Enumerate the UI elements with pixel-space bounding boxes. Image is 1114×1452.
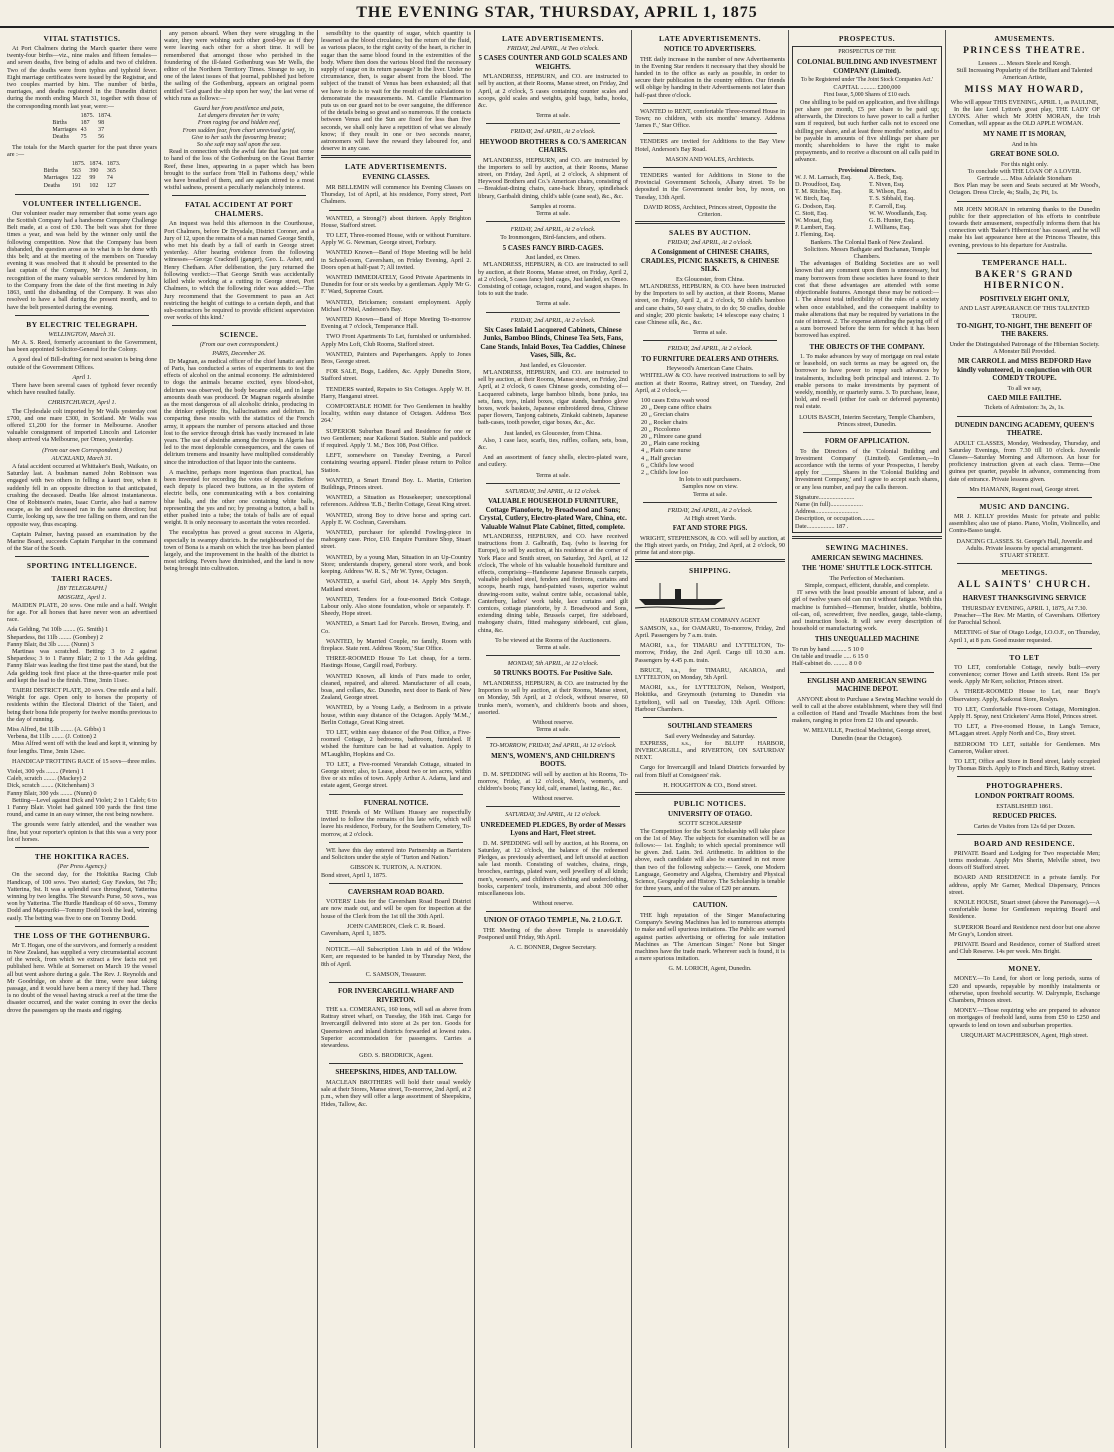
ad-text: M'LANDRESS, HEPBURN, and CO. are instructed to sell by auction, at their Rooms, Manse street, on Friday, 2nd April, at 2 o'clock, 6 cases Chinese goods, consisting of—Lacquered cabinets, large bamboo blinds, bone junks, tea sets, fans, toys, inlaid boxes, cigar stands, bamboo glove boxes, work baskets, Japanese embroidered dress, Chinese paper flowers, Tanjong cabinets, Zinkaki cabinets, Japanese bath-cases, tooth powder, cigar boxes, &c., &c. [478,368,628,427]
classified-ad: WANTED, by Married Couple, no family, Room with fireplace. State rent. Address 'Room,' Star Office. [321,637,471,652]
sale-date: MONDAY, 5th APRIL, At 12 o'clock. [507,660,599,668]
late-ads-heading: LATE ADVERTISEMENTS. [344,162,447,172]
classified-ad: PRIVATE Board and Lodging for Two respectable Men; terms moderate. Apply Mrs Sherin, Melville street, two doors off Stafford street. [949,849,1100,872]
ad-subtitle: Just landed, ex Omeo. [525,254,581,262]
ad-text: SAMSON, s.s., for OAMARU, To-morrow, Friday, 2nd April. Passengers by 7 a.m. train. [635,624,785,639]
race-result: Verbena, 8st 11lb ........ (J. Cotton) 2 [7,733,97,741]
classified-ad: TO LET, comfortable Cottage, newly built—every convenience; corner Howe and Leith streets. Rent 15s per week. Apply Mr Kerr, solicitor, Princes street. [949,663,1100,686]
fatal-accident-heading: FATAL ACCIDENT AT PORT CHALMERS. [185,200,293,219]
performer-name: MISS MAY HOWARD, [964,84,1085,95]
classified-ad: KNOLE HOUSE, Stuart street (above the Parsonage).—A comfortable home for Gentlemen requiring Board and Residence. [949,899,1100,921]
signature: W. MELVILLE, Practical Machinist, George street, Dunedin (near the Octagon). [803,727,931,742]
dateline: AUCKLAND, March 31. [51,454,113,462]
ad-text: WE have this day entered into Partnership as Barristers and Solicitors under the style of 'Turton and Nation.' [321,846,471,862]
ad-text: THE s.s. COMERANG, 160 tons, will sail as above from Rattray street wharf, on Tuesday, the 16th inst. Cargo for Invercargill delivered into store at 2s per ton. Goods for Queenstown and inland districts forwarded at lowest rates. Superior accommodation for passengers. Carries a stewardess. [321,1006,471,1050]
ad-text: 1. To make advances by way of mortgage on real estate or leasehold, on such terms as may be agreed on, the borrower to have power to repay such advances by instalments, including both principal and interest. 2. To enable persons to make investments by payment of weekly, monthly, or quarterly sums. 3. To purchase, lease, hold, and re-sell (either for cash or deferred payments) real estate. [795,353,939,411]
classified-ad: PRIVATE Board and Residence, corner of Stafford street and Club Reserve. 14s per week. Mrs Bright. [949,941,1100,956]
ad-title: UNION OF OTAGO TEMPLE, No. 2 I.O.G.T. [483,916,623,925]
ad-text: WRIGHT, STEPHENSON, & CO. will sell by auction, at the High street yards, on Friday, 2nd April, at 2 o'clock, 90 prime fat and store pigs. [635,534,785,557]
music-heading: MUSIC AND DANCING. [979,502,1070,511]
temperance-heading: TEMPERANCE HALL. [981,257,1068,267]
form-field[interactable]: Address............................ [795,508,859,516]
terms: Terms at sale. [692,490,728,498]
race-result: Shepardess, 8st 11lb ........ (Gombey) 2 [7,633,104,641]
sale-date: FRIDAY, 2nd APRIL, At 2 o'clock. [510,128,596,136]
ad-title: FAT AND STORE PIGS. [672,524,748,533]
samples: Samples at rooms. [530,202,576,210]
ad-subtitle: Sail every Wednesday and Saturday. [665,732,755,740]
classified-ad: WANTED Known—Band of Hope Meeting To-morrow Evening at 7 o'clock, Temperance Hall. [321,316,471,331]
capital: CAPITAL .......... £200,000 [833,84,901,92]
race-result: Ada Gelding, 7st 10lb ........ (G. Smith) 1 [7,626,109,634]
article-text: sensibility to the quantity of sugar, which quantity is lessened as the blood circulates; but the return of the fluid, as various places, to the right cavity of the heart, is richer in sugar than the same blood found in the extremities of the body. Where then does the various blood find the necessary supply of sugar on its return passage? In the liver. Under no circumstance, then, is sugar absent from the blood. The subject of the transit of Venus has been exhausted; all that we have to do is to wait for the result of the calculations to demonstrate the measurements. M. Camille Flammarion puts us on our guard not to be over sanguine, the difference of the details being so great and so numerous. If the contacts between Venus and the Sun are fixed for less than five seconds, we shall only have a repetition of what we already know; if they result in one or two seconds nearer, astronomers will have the reward they laboured for, and deserve in any case. [321,30,471,153]
signature: A. C. BONNER, Degree Secretary. [509,944,597,952]
ad-text: To the Directors of the 'Colonial Building and Investment Company' (Limited). Gentlemen,—In accordance with the terms of your Prospectus, I hereby apply for ______ Shares in the 'Colonial Building and Investment Company,' and I agree to accept such shares, or any less number, and pay the calls thereon. [795,447,939,491]
classified-ad: FOR SALE, Bugs, Ladders, &c. Apply Dunedin Store, Stafford street. [321,368,471,383]
signature: G. M. LORICH, Agent, Dunedin. [668,965,752,973]
ad-title: TO FURNITURE DEALERS AND OTHERS. [641,354,779,363]
board-heading: BOARD AND RESIDENCE. [974,838,1075,848]
price-row: On table and treadle ..... 6 15 0 [792,653,869,661]
newspaper-title: THE EVENING STAR, THURSDAY, APRIL 1, 1875 [356,4,758,21]
classified-ad: A THREE-ROOMED House to Let, near Bray's Observatory. Apply, Kaikorai Store, Roslyn. [949,688,1100,703]
money-heading: MONEY. [1008,964,1041,974]
chair-list: 100 cases Extra wash wood 20 ,, Deep cane office chairs 20 ,, Grecian chairs 20 ,, Rocker chairs 20 ,, Piccolomo 20 ,, Filmore cane grand 20 ,, Plain cane rocking 4 ,, Plain cane nurse 4 ,, Half grecian 6 ,, Child's low wood 2 ,, Child's low loo [641,397,712,477]
terms: Terms at sale. [535,644,571,652]
science-heading: SCIENCE. [219,330,259,340]
ad-title: THE 'HOME' SHUTTLE LOCK-STITCH. [801,564,933,573]
byline: [BY TELEGRAPH.] [57,585,107,593]
sale-date: FRIDAY, 2nd APRIL, At 2 o'clock. [667,345,753,353]
signature: DAVID ROSS, Architect, Princes street, Opposite the Criterion. [643,203,777,218]
theatre-name: PRINCESS THEATRE. [963,46,1086,56]
ad-text: M'LANDRESS, HEPBURN, and CO. are instructed by the importers to sell by auction, at their Rooms, Manse street, on Friday, 2nd April, at 2 o'clock, A shipment of Heywood Brothers and Co.'s American chairs, consisting of—Breakfast-dining chairs, cane-back library, spindleback library, Garibaldi dining, child's table (cane seat), &c., &c. [478,156,628,200]
masthead [0,0,1114,28]
classified-ad: TENDERS wanted for Additions in Stone to the Provincial Government Schools, Albany street. To be deposited in the Government tender box, by noon, on Tuesday, 13th April. [635,171,785,201]
classified-ad: WANTED, a Smart Lad for Parcels. Brown, Ewing, and Co. [321,620,471,635]
ad-title: THIS UNEQUALLED MACHINE [814,635,920,644]
sale-date: FRIDAY, 2nd APRIL, At 2 o'clock. [667,506,753,514]
columns [4,30,1110,1448]
article-text: A good deal of Bill-drafting for next session is being done outside of the Government Offices. [7,356,157,371]
column-2 [161,30,318,1448]
ad-text: The advantages of Building Societies are so well known that any comment upon them is unnecessary, but many borrowers from these societies have found to their cost that these advantages are attended with some objectionable features. Amongst these may be noticed:— 1. The almost total inflexibility of the rules of a society when once established, and the consequent inability to make alterations that may be required by variations in the rate of interest. 2. The expense attending the paying off of a sum borrowed before the term for which it has been borrowed has expired. [795,260,939,340]
ad-title: DUNEDIN DANCING ACADEMY, QUEEN'S THEATRE. [954,420,1095,438]
ad-subtitle: SCOTT SCHOLARSHIP [678,820,742,828]
article-text: Miss Alfred went off with the lead and kept it, winning by four lengths. Time, 3min 12sec. [7,740,157,755]
article-text: any person aboard. When they were struggling in the water, they were wishing such other good-bye as if they were leaving each other for a short time. It will be remembered that amongst those who perished in the foundering of the ill-fated Gothenburg was Mr Wells, the editor of the Northern Territory Times. Strange to say, in one of the latest issues of that journal, published just before the sailing of the Gothenburg, appears an original poem entitled 'God guard the ship upon her way,' the last verse of which runs as follows:— [164,30,314,102]
telegraph-heading: BY ELECTRIC TELEGRAPH. [26,319,138,329]
classified-ad: TENDERS are invited for Additions to the Bay View Hotel, Anderson's Bay Road. [635,138,785,153]
classified-ad: WANTED, by a Young Lady, a Bedroom in a private house, within easy distance of the Octagon. Apply 'M.M.,' Berlin Cottage, Great King street. [321,704,471,726]
dateline: April 1. [72,373,92,381]
ad-subtitle: In lots to suit purchasers. [678,476,742,484]
volunteer-heading: VOLUNTEER INTELLIGENCE. [22,198,142,208]
company-name: COLONIAL BUILDING AND INVESTMENT COMPANY (Limited). [796,58,938,75]
classified-ad: TENDERS wanted, Repairs to Six Cottages. Apply W. H. Harry, Hanganui street. [321,385,471,400]
race-result: Fanny Blair, 300 yds ........ (Nunn) 0 [7,789,97,797]
column-5 [632,30,789,1448]
race-result: Dick, scratch ........ (Kitchenham) 3 [7,782,95,790]
ad-title: A Consignment of CHINESE CHAIRS, CRADLES, PICNIC BASKETS, & CHINESE SILK. [640,248,780,274]
ad-text: Preacher—The Rev. Mr Martin, of Caversham. Offertory for Parochial School. [949,611,1100,627]
ad-title: EVENING CLASSES. [362,173,430,182]
ad-text: The Competition for the Scott Scholarship will take place on the 1st of May. The subjects for examination will be as follows:— 1st. English; to which special prominence will be given. 2nd. Latin. 3rd. Arithmetic. In addition to the above, each candidate will also be examined in not more than two of the following subjects:— Greek, one Modern Language, Geometry and Algebra, Chemistry and Physical Science, Geography and History. The Scholarship is tenable for three years, and of the value of £20 per annum. [635,827,785,893]
ad-text: THE high reputation of the Singer Manufacturing Company's Sewing Machines has led to numerous attempts to make and sell spurious imitations. The Public are warned against parties advertising or offering for sale imitation Machines as 'The American Singer.' None but Singer machines have the trade mark. Wherever such is found, it is a mere spurious imitation. [635,911,785,963]
sale-date: TO-MORROW, FRIDAY, 2nd APRIL, At 12 o'clock. [489,742,617,750]
ad-title: CAVERSHAM ROAD BOARD. [347,887,445,896]
sale-date: SATURDAY, 3rd APRIL, At 12 o'clock. [505,487,601,495]
meetings-heading: MEETINGS. [1001,568,1048,578]
byline: (Per Press Agency.) [57,863,107,871]
classified-ad: COMFORTABLE HOME for Two Gentlemen in healthy locality, within easy distance of Octagon. Address 'Box 264.' [321,403,471,425]
classified-ad: TO LET, a Five-roomed Verandah Cottage, situated in George street; also, to Lease, about two or ten acres, within five or six miles of town. Apply Arthur A. Adams, land and estate agent, George street. [321,760,471,790]
signature: JOHN CAMERON, Clerk C. R. Board. [347,922,445,930]
ad-text: D. M. SPEDDING will sell by auction at his Rooms, To-morrow, Friday, at 12 o'clock, Men's, women's, and children's boots; Fancy kid, calf, enamel, lasting, &c., &c. [478,770,628,793]
article-text: On the second day, for the Hokitika Racing Club Handicap, of 100 sovs. Two started; Guy Fawkes, 9st 7lb; Yatterina, 9st. It was a splendid race throughout, Yatterina winning by two lengths. The Steward's Purse, 50 sovs., was won by Yatterina. The Hurdle Handicap of 60 sovs., Tommy Dodd and Mapouriki—Tommy Dodd took the lead, winning easily. The betting was five to one on Tommy Dodd. [7,871,157,922]
ad-title: UNREDEEMED PLEDGES, By order of Messrs Lyons and Hart, Fleet street. [480,820,626,838]
ad-subtitle: To Ironmongers, Bird-fanciers, and others. [500,234,606,242]
totals-text: The totals for the March quarter for the past three years are :— [7,143,157,158]
stats-table-1: 1875. 1874. Births 187 98 Marriages 43 37 Deaths 75 56 [52,112,112,141]
ad-text: ANYONE about to Purchase a Sewing Machine would do well to call at the above establishment, where they will find a collection of Hand and Treadle Machines from the best makers, ranging in price from £2 10s and upwards. [792,695,942,725]
ad-title: THE OBJECTS OF THE COMPANY. [809,342,925,351]
ad-subtitle: Samples now on view. [682,483,738,491]
classified-ad: SUPERIOR Board and Residence next door but one above Mr Gray's, London street. [949,923,1100,938]
sale-date: FRIDAY, 2nd APRIL, At 2 o'clock. [510,316,596,324]
race-result: Fanny Blair, 8st 3lb ........ (Nunn) 3 [7,640,94,648]
classified-ad: THREE-ROOMED House To Let cheap, for a term. Hastings House, Cargill road, Forbury. [321,655,471,670]
late-ads-heading: LATE ADVERTISEMENTS. [501,34,604,43]
ad-subtitle: Just landed, ex Gloucester, from China. [504,429,602,437]
ad-title: AMERICAN SEWING MACHINES. [811,553,923,562]
classified-ad: MONEY.—To Lend, for short or long periods, sums of £20 and upwards, repayable by monthly instalments or otherwise, upon freehold security. W. Dalrymple, Exchange Chambers, Princes street. [949,975,1100,1005]
vital-statistics-text: At Port Chalmers during the March quarter there were twenty-four births—viz., nine males and fifteen females—and seven deaths, five being of adults and two of children. Two of the deaths were from typhus and typhoid fever. Eight marriage certificates were issued by the Registrar, and two couples married by him. The number of births, marriages, and deaths registered in the Dunedin district during the month ending March 31, together with those of the corresponding month last year, were:— [7,45,157,110]
column-7: AMUSEMENTS. PRINCESS THEATRE. Lessees .... Messrs Steele and Keogh. Still Increasing Popularity of the Brilliant and Talented American Artiste, MISS MAY HOWARD, Who will appear THIS EVENING, APRIL 1, as PAULINE, In the late Lord Lytton's great play, THE LADY OF LYONS. After which Mr JOHN MORAN, the Irish Comedian, will appear as the OLD APPLE WOMAN. MY NAME IT IS MORAN, And in his GREAT BONE SOLO. For this night only. To conclude with THE LOAN OF A LOVER. Gertrude ..... Miss Adelaide Stoneham Box Plan may be seen and Seats secured at Mr Wood's, Octagon. Dress Circle, 4s; Stalls, 2s; Pit, 1s. MR JOHN MORAN in returning thanks to the Dunedin public for their appreciation of his efforts to contribute towards their amusement, respectfully informs them that his connection with 'Baker's Hibernicon' has ceased, and he will make his last appearance here at the Princess Theatre, this evening, previous to his departure for Australia. TEMPERANCE HALL. BAKER'S GRAND HIBERNICON. POSITIVELY EIGHT ONLY, AND LAST APPEARANCE OF THIS TALENTED TROUPE. TO-NIGHT, TO-NIGHT, THE BENEFIT OF THE BAKERS. Under the Distinguished Patronage of the Hibernian Society. A Monster Bill Provided. MR CARROLL and MISS BEDFORD Have kindly volunteered, in conjunction with OUR COMEDY TROUPE. To all we say, CAED MILE FAILTHE. Tickets of Admission: 3s, 2s, 1s. DUNEDIN DANCING ACADEMY, QUEEN'S THEATRE. ADULT CLASSES, Monday, Wednesday, Thursday, and Saturday Evenings, from 7.30 till 10 o'clock. Juvenile Classes—Saturday Morning and Afternoon. An hour for proficiency instruction given at each class. Terms—One guinea per quarter, payable in advance, commencing from date of entrance. Private lessons given. Mrs HAMANN, Regent road, George street. MUSIC AND DANCING. MR J. KELLY provides Music for private and public assemblies; also use of piano. Piano, Violin, Violincello, and Contra-Basso taught. DANCING CLASSES. St. George's Hall, Juvenile and Adults. Private lessons by special arrangement. STUART STREET. MEETINGS. ALL SAINTS' CHURCH. HARVEST THANKSGIVING SERVICE THURSDAY EVENING, APRIL 1, 1875, At 7.30. Preacher—The Rev. Mr Martin, of Caversham. Offertory for Parochial School. MEETING of Star of Otago Lodge, I.O.O.F., on Thursday, April 1, at 8 p.m. Good muster requested. TO LET TO LET, comfortable Cottage, newly built—every convenience; corner Howe and Leith streets. Rent 15s per week. Apply Mr Kerr, solicitor, Princes street. A THREE-ROOMED House to Let, near Bray's Observatory. Apply, Kaikorai Store, Roslyn. TO LET, Comfortable Five-room Cottage, Mornington. Apply H. Spray, next Cricketers' Arms Hotel, Princes street. TO LET, a Five-roomed House, in Lang's Terrace, M'Laggan street. Apply North and Co., Bray street. BEDROOM TO LET, suitable for Gentlemen. Mrs Cameron, Walker street. TO LET, Office and Store in Bond street, lately occupied by Thomas Birch. Apply to Finch and Birch, Rattray street. PHOTOGRAPHERS. LONDON PORTRAIT ROOMS. ESTABLISHED 1861. REDUCED PRICES. Cartes de Visites from 12s 6d per Dozen. BOARD AND RESIDENCE. PRIVATE Board and Lodging for Two respectable Men; terms moderate. Apply Mrs Sherin, Melville street, two doors off Stafford street. BOARD AND RESIDENCE in a private family. For address, apply Mr Garner, Medical Dispensary, Princes street. KNOLE HOUSE, Stuart street (above the Parsonage).—A comfortable home for Gentlemen requiring Board and Residence. SUPERIOR Board and Residence next door but one above Mr Gray's, London street. PRIVATE Board and Residence, corner of Stafford street and Club Reserve. 14s per week. Mrs Bright. MONEY. MONEY.—To Lend, for short or long periods, sums of £20 and upwards, repayable by monthly instalments or otherwise, upon freehold security. W. Dalrymple, Exchange Chambers, Princes street. MONEY.—Those requiring who are prepared to advance on mortgages of freehold land, sums from £50 to £250 and upwards to lend on town and suburban properties. URQUHART MACPHERSON, Agent, High street. [949,34,1100,1039]
byline: (From our own correspondent.) [199,341,279,349]
ad-text: MAORI, s.s., for TIMARU and LYTTELTON, To-morrow, Friday, the 2nd April. Cargo till 10.30 a.m. Passengers by 4.45 p.m. train. [635,642,785,664]
classified-ad: TO LET, Three-roomed House, with or without Furniture. Apply W. G. Newman, George street, Forbury. [321,231,471,247]
article-text: The Clydesdale colt imported by Mr Walls yesterday cost £700, and one mare £300, in Scotland. Mr Walls was offered £1,200 for the former in Melbourne. Another valuable consignment of imported Lincoln and Leicester sheep arrived via Melbourne, per Omeo, yesterday. [7,407,157,444]
vital-statistics-heading: VITAL STATISTICS. [43,34,121,43]
ad-subtitle: Ex Gloucester, from China. [676,275,744,283]
article-text: Captain Palmer, having passed an examination by the Marine Board, succeeds Captain Farquhar in the command of the Star of the South. [7,530,157,553]
signature: GEO. S. BRODRICK, Agent. [359,1052,433,1060]
prospectus-box: PROSPECTUS OF THE COLONIAL BUILDING AND INVESTMENT COMPANY (Limited). To be Registered under 'The Joint Stock Companies Act.' CAPITAL .......... £200,000 First Issue, 5,000 Shares of £10 each. One shilling to be paid on application, and five shillings per share per month, £5 per share to be paid up; afterwards, the Directors to have power to call a further sum if required, but such further calls not to exceed one shilling per share, and at least three months' notice, and to be payable in amounts of five shillings per share per month; shareholders to have the right to make prepayments, and to receive a discount on all calls paid in advance. Provisional Directors. W. J. M. Larnach, Esq. D. Proudfoot, Esq. T. M. Ritchie, Esq. W. Birch, Esq. G. Dodson, Esq. C. Stott, Esq. W. Mouat, Esq. P. Lambert, Esq. J. Fleming, Esq. A. Beck, Esq. T. Niven, Esq. R. Wilson, Esq. T. S. Sibbald, Esq. F. Carroll, Esq. W. W. Woodlands, Esq. G. B. Hunter, Esq. J. Williams, Esq. Bankers. The Colonial Bank of New Zealand. Solicitors. Messrs Bathgate and Buchanan, Temple Chambers. The advantages of Building Societies are so well known that any comment upon them is unnecessary, but many borrowers from these societies have found to their cost that these advantages are attended with some objectionable features. Amongst these may be noticed:— 1. The almost total inflexibility of the rules of a society when once established, and the consequent inability to make alterations that may be required by variations in the rate of interest. 2. The expense attending the paying off of a sum borrowed before the term for which it has been borrowed has expired. THE OBJECTS OF THE COMPANY. 1. To make advances by way of mortgage on real estate or leasehold, on such terms as may be agreed on, the borrower to have power to repay such advances by instalments, including both principal and interest. 2. To enable persons to make investments by payment of weekly, monthly, or quarterly sums. 3. To purchase, lease, hold, and re-sell (either for cash or deferred payments) real estate. LOUIS BASCH, Interim Secretary, Temple Chambers, Princes street, Dunedin. FORM OF APPLICATION. To the Directors of the 'Colonial Building and Investment Company' (Limited). Gentlemen,—In accordance with the terms of your Prospectus, I hereby apply for ______ Shares in the 'Colonial Building and Investment Company,' and I agree to accept such shares, or any less number, and pay the calls thereon. Signature....................... Name (in full)..................... Address............................ Description, or occupation......... Date.................. 187 . [792,46,942,533]
classified-ad: WANTED, a Situation as Housekeeper; unexceptional references. Address 'E.B.,' Berlin Cottage, Great King street. [321,494,471,509]
directors-list: W. J. M. Larnach, Esq. D. Proudfoot, Esq. T. M. Ritchie, Esq. W. Birch, Esq. G. Dodson, Esq. C. Stott, Esq. W. Mouat, Esq. P. Lambert, Esq. J. Fleming, Esq. A. Beck, Esq. T. Niven, Esq. R. Wilson, Esq. T. S. Sibbald, Esq. F. Carroll, Esq. W. W. Woodlands, Esq. G. B. Hunter, Esq. J. Williams, Esq. [795,173,928,239]
form-field[interactable]: Signature....................... [795,493,855,501]
ad-text: THE Friends of Mr William Hussey are respectfully invited to follow the remains of his late wife, which will leave his residence, Forbury, for the Southern Cemetery, To-morrow, at 2 o'clock. [321,809,471,838]
ad-title: 50 TRUNKS BOOTS. For Positive Sale. [493,669,613,678]
shipping-heading: SHIPPING. [688,566,732,576]
taieri-heading: TAIERI RACES. [51,574,113,584]
classified-ad: WANTED Known, all kinds of Furs made to order, cleaned, repaired, and altered. Manufacturer of all coats, boas, and collars, &c. Dunedin, next door to Bank of New Zealand, George street. [321,672,471,702]
column-4 [475,30,632,1448]
race-result: Miss Alfred, 8st 11lb ........ (A. Gibbs) 1 [7,726,106,734]
ad-text: VOTERS' Lists for the Caversham Road Board District are now made out, and will be open for inspection at the house of the Clerk from the 1st till the 30th April. [321,898,471,920]
ad-text: M'LANDRESS, HEPBURN, and CO. are instructed to sell by auction, at their Rooms, Manse street, on Friday, 2nd April, at 2 o'clock, 5 cases containing counter scales and scoops, gold scales and weights, gold bags, baths, hooks, &c. [478,73,628,110]
show-title: BAKER'S GRAND HIBERNICON. [975,269,1074,291]
form-field[interactable]: Description, or occupation......... [795,515,875,523]
ad-title: VALUABLE HOUSEHOLD FURNITURE, Cottage Pianoforte, by Broadwood and Sons; Crystal, Cutlery, Electro-plated Ware, China, etc. Valuable Walnut Plate Cabinet, fitted, complete. [479,497,627,531]
price-row: To run by hand .......... 5 10 0 [792,645,864,653]
ad-text: M'LANDRESS, HEPBURN, & CO. are instructed to sell by auction, at their Rooms, Manse street, on Friday, April 2, at 2 o'clock, 5 cases fancy bird cages, Just landed, ex Omeo. Consisting of cottage, octagon, round, and wagon shapes. In lots to suit the trade. [478,261,628,298]
ad-title: FORM OF APPLICATION. [824,437,910,446]
classified-ad: LEFT, somewhere on Tuesday Evening, a Parcel containing wearing apparel. Finder please return to Police Station. [321,452,471,474]
classified-ad: WANTED, a useful Girl, about 14. Apply Mrs Smyth, Maitland street. [321,578,471,593]
ad-text: Also, 1 case lace, scarfs, ties, ruffles, collars, sets, boas, &c. [478,436,628,452]
ad-text: And an assortment of fancy shells, electro-plated ware, and cutlery. [478,454,628,469]
dateline: MOSGIEL, April 1. [57,593,107,601]
signature: GIBSON K. TURTON, A. NATION. [350,864,442,872]
hokitika-heading: THE HOKITIKA RACES. [34,852,130,862]
sporting-heading: SPORTING INTELLIGENCE. [26,561,138,571]
classified-ad: TO LET, Comfortable Five-room Cottage, Mornington. Apply H. Spray, next Cricketers' Arms Hotel, Princes street. [949,705,1100,720]
form-field[interactable]: Name (in full)..................... [795,500,863,508]
ad-title: ENGLISH AND AMERICAN SEWING MACHINE DEPOT. [807,676,927,694]
prospectus-heading: PROSPECTUS. [838,34,896,43]
column-6: PROSPECTUS. PROSPECTUS OF THE COLONIAL BUILDING AND INVESTMENT COMPANY (Limited). To be Registered under 'The Joint Stock Companies Act.' CAPITAL .......... £200,000 First Issue, 5,000 Shares of £10 each. One shilling to be paid on application, and five shillings per share per month, £5 per share to be paid up; afterwards, the Directors to have power to call a further sum if required, but such further calls not to exceed one shilling per share, and at least three months' notice, and to be payable in amounts of five shillings per share per month; shareholders to have the right to make prepayments, and to receive a discount on all calls paid in advance. Provisional Directors. W. J. M. Larnach, Esq. D. Proudfoot, Esq. T. M. Ritchie, Esq. W. Birch, Esq. G. Dodson, Esq. C. Stott, Esq. W. Mouat, Esq. P. Lambert, Esq. J. Fleming, Esq. A. Beck, Esq. T. Niven, Esq. R. Wilson, Esq. T. S. Sibbald, Esq. F. Carroll, Esq. W. W. Woodlands, Esq. G. B. Hunter, Esq. J. Williams, Esq. Bankers. The Colonial Bank of New Zealand. Solicitors. Messrs Bathgate and Buchanan, Temple Chambers. The advantages of Building Societies are so well known that any comment upon them is unnecessary, but many borrowers from these societies have found to their cost that these advantages are attended with some objectionable features. Amongst these may be noticed:— 1. The almost total inflexibility of the rules of a society when once established, and the consequent inability to make alterations that may be required by variations in the rate of interest. 2. The expense attending the paying off of a sum borrowed before the term for which it has been borrowed has expired. THE OBJECTS OF THE COMPANY. 1. To make advances by way of mortgage on real estate or leasehold, on such terms as may be agreed on, the borrower to have power to repay such advances by instalments, including both principal and interest. 2. To enable persons to make investments by payment of weekly, monthly, or quarterly sums. 3. To purchase, lease, hold, and re-sell (either for cash or deferred payments) real estate. LOUIS BASCH, Interim Secretary, Temple Chambers, Princes street, Dunedin. FORM OF APPLICATION. To the Directors of the 'Colonial Building and Investment Company' (Limited). Gentlemen,—In accordance with the terms of your Prospectus, I hereby apply for ______ Shares in the 'Colonial Building and Investment Company,' and I agree to accept such shares, or any less number, and pay the calls thereon. Signature....................... Name (in full)..................... Address............................ Description, or occupation......... Date.................. 187 . SEWING MACHINES. AMERICAN SEWING MACHINES. THE 'HOME' SHUTTLE LOCK-STITCH. The Perfection of Mechanism. Simple, compact, efficient, durable, and complete. IT sews with the least possible amount of labour, and a girl of twelve years old can run it without fatigue. With this machine is furnished—Hemmer, braider, shuttle, bobbins, oil-can, oil, screwdriver, five needles, gauge, table-clamp, and instruction book. It will sew every description of household or manufacturing work. THIS UNEQUALLED MACHINE To run by hand .......... 5 10 0 On table and treadle ..... 6 15 0 Half-cabinet do. ......... 8 0 0 ENGLISH AND AMERICAN SEWING MACHINE DEPOT. ANYONE about to Purchase a Sewing Machine would do well to call at the above establishment, where they will find a collection of Hand and Treadle Machines from the best makers, ranging in price from £2 10s and upwards. W. MELVILLE, Practical Machinist, George street, Dunedin (near the Octagon). [789,30,946,1448]
article-text: MAIDEN PLATE, 20 sovs. One mile and a half. Weight for age. For all horses that have never won an advertised race. [7,601,157,624]
price-row: Half-cabinet do. ......... 8 0 0 [792,660,862,668]
terms: Terms at sale. [535,210,571,218]
classified-ad: WANTED, a Strong(?) about thirteen. Apply Brighton House, Stafford street. [321,214,471,229]
signature: Mrs HAMANN, Regent road, George street. [969,485,1080,493]
article-text: Martinas was scratched. Betting: 3 to 2 against Shepardess; 3 to 1 Fanny Blair; 2 to 1 the Ada gelding. Fanny Blair was leading the first time past the stand, but the Ada gelding took first place at the three-quarter mile post and kept the lead to the finish. Time, 3min 11sec. [7,648,157,684]
classified-ad: WANTED, by a young Man, Situation in an Up-Country Store; understands drapery, general store work, and book keeping. Address 'W. R. S.,' Mr W. Tyree, Octagon. [321,553,471,576]
classified-ad: SUPERIOR Suburban Board and Residence for one or two Gentlemen; near Kaikorai Station. Stable and paddock if required. Apply 'J. M.,' Box 108, Post Office. [321,427,471,450]
ad-title: FOR INVERCARGILL WHARF AND RIVERTON. [337,987,455,1004]
classified-ad: WANTED Known—Band of Hope Meeting will be held in School-room, Caversham, on Friday Evening, April 2. Doors open at half-past 7; All invited. [321,249,471,271]
late-ads-heading: LATE ADVERTISEMENTS. [658,34,761,43]
classified-ad: WANTED, Painters and Paperhangers. Apply to Jones Bros, George street. [321,350,471,366]
ad-text: M'LANDRESS, HEPBURN, & CO. are instructed by the Importers to sell by auction, at their Rooms, Manse street, on Monday, 5th April, at 2 o'clock, without reserve, 60 trunks men's, women's, and children's boots and shoes, assorted. [478,679,628,716]
ad-title: 5 CASES COUNTER AND GOLD SCALES AND WEIGHTS. [478,54,628,71]
classified-ad: WANTED IMMEDIATELY, Good Private Apartments in Dunedin for four or six weeks by a gentleman. Apply 'Mr G. F.' Ward, Supreme Court. [321,273,471,296]
ad-text: ADULT CLASSES, Monday, Wednesday, Thursday, and Saturday Evenings, from 7.30 till 10 o'clock. Juvenile Classes—Saturday Morning and Afternoon. An hour for proficiency instruction given at each class. Terms—One guinea per quarter, payable in advance, commencing from date of entrance. Private lessons given. [949,439,1100,483]
poem: Guard her from pestilence and pain, Let dangers threaten her in vain; From raging foe and hidden reef, From sudden fear, from chart unrevised grief, Give to her sails the favouring breeze; So she safe may sail upon the sea. [182,105,296,149]
article-text: Mr T. Hogan, one of the survivors, and formerly a resident in New Zealand, has supplied a very circumstantial account of the wreck, from which we extract a few facts not yet published here. While at Somerset on March 19 the vessel all but went ashore during a gale. The Rev. J. Reynolds and Mr Goodridge, on shore at the time, were near taking passage, and it would have been a mercy if they had. There is no doubt of the vessel having struck a reef at the time the disaster occurred, and the water coming in over the decks drove the passengers up the masts and rigging. [7,941,157,1014]
classified-ad: TWO Front Apartments To Let, furnished or unfurnished. Apply Mrs Loft, Club Rooms, Stafford street. [321,333,471,348]
dateline: CHRISTCHURCH, April 1. [47,399,117,407]
ad-title: Six Cases Inlaid Lacquered Cabinets, Chinese Junks, Bamboo Blinds, Chinese Tea Sets, Fans, Cane Stands, Inlaid Boxes, Tea Caddies, Chinese Vases, Silk, &c. [480,325,626,360]
terms: Without reserve. [532,795,574,803]
signature: MASON AND WALES, Architects. [665,155,755,163]
ad-text: M'LANDRESS, HEPBURN, & CO. have been instructed by the Importers to sell by auction, at their Rooms, Manse street, on Friday, April 2, at 2 o'clock, 50 child's bamboo and cane chairs, 50 easy chairs, to do do; 50 cradles, double and single; 200 picnic baskets; 14 telescope easy chairs; 1 case Chinese silk, &c., &c. [635,283,785,327]
ad-text: EXPRESS, s.s., for BLUFF HARBOR, INVERCARGILL, and RIVERTON, ON SATURDAY NEXT. [635,739,785,762]
ad-subtitle: To be viewed at the Rooms of the Auctioneers. [495,636,611,644]
ad-title: MEN'S, WOMEN'S, AND CHILDREN'S BOOTS. [491,751,615,769]
ad-text: MAORI, s.s., for LYTTELTON, Nelson, Westport, Hokitika, and Greymouth (returning to Dunedin via Lyttelton), will sail on Tuesday, 13th April. Offices: Harbour Chambers. [635,684,785,713]
sale-date: FRIDAY, 2nd APRIL, At Two o'clock. [507,45,599,52]
race-result: Caleb, scratch ........ (Mackey) 2 [7,775,87,783]
ad-text: MR JOHN MORAN in returning thanks to the Dunedin public for their appreciation of his efforts to contribute towards their amusement, respectfully informs them that his connection with 'Baker's Hibernicon' has ceased, and he will make his last appearance here at the Princess Theatre, this evening, previous to his departure for Australia. [949,205,1100,249]
form-field[interactable]: Date.................. 187 . [795,522,849,530]
terms: Without reserve. [532,719,574,726]
ad-title: SHEEPSKINS, HIDES, AND TALLOW. [335,1068,457,1077]
sale-date: FRIDAY, 2nd APRIL, At 2 o'clock. [667,239,753,247]
ad-text: MR J. KELLY provides Music for private and public assemblies; also use of piano. Piano, Violin, Violincello, and Contra-Basso taught. [949,513,1100,535]
article-text: An inquest was held this afternoon in the Courthouse, Port Chalmers, before Dr Drysdale, District Coroner, and a Jury of 12, upon the remains of a man named George Smith, who met his death by a fall of earth in George street yesterday. After hearing evidence from the following witnesses—George Cracknell (ganger), Geo. L. Asher, and Henry Chetham. After deliberation, the jury returned the following verdict:—That George Smith was accidentally killed while working at a cutting in George street, Port Chalmers, to which the following rider was added:—'The Jury recommend that the Government to pass an Act restricting the height of cuttings to a certain depth, and that sub-contractors be required to provide efficient supervision over works of this kind.' [164,220,314,322]
sale-date: FRIDAY, 2nd APRIL, At 2 o'clock. [510,226,596,234]
public-notices-heading: PUBLIC NOTICES. [673,798,747,808]
sales-heading: SALES BY AUCTION. [669,228,751,238]
ad-title: UNIVERSITY OF OTAGO. [668,809,752,818]
to-let-heading: TO LET [1009,652,1040,662]
article-text: There have been several cases of typhoid fever recently which have resulted fatally. [7,381,157,397]
terms: Terms at sale. [692,329,728,337]
signature: LOUIS BASCH, Interim Secretary, Temple Chambers, Princes street, Dunedin. [799,413,935,428]
ad-text: MACLEAN BROTHERS will hold their usual weekly sale at their Stores, Manse street, To-morrow, 2nd April, at 2 p.m., when they will offer a large assortment of Sheepskins, Hides, Tallow, &c. [321,1078,471,1108]
ad-text: M'LANDRESS, HEPBURN, and CO. have received instructions from J. Galbraith, Esq. (who is leaving for Europe), to sell by auction, at his residence at the corner of York Place and Smith street, on Saturday, 3rd April, at 12 o'clock, The whole of his valuable household furniture and effects, comprising—Handsome Japanese Brussels carpets, valuable polished steel, fenders and fireirons, curtains and scoops, hearth rugs, hand-painted vases, superior walnut drawing-room suite, walnut centre table, occasional table, Canterbury, ladies' work table, lace curtains and gilt cornices, cottage pianoforte, by J. Broadwood and Sons, extending dining table, Brussels carpet, fire sideboard, mahogany chairs, fitted mahogany sideboard, cut glass, china, &c. [478,533,628,634]
ad-text: NOTICE.—All Subscription Lists in aid of the Widow Kerr, are requested to be handed in by Thursday Next, the 8th of April. [321,946,471,968]
article-text: Dr Magnan, as medical officer of the chief lunatic asylum of Paris, has conducted a series of experiments to test the effects of alcohol on the animal economy. He administered to dogs the animals became excited, eyes blood-shot, delirium was observed, the body became cold, and in large amounts death was produced. Dr Magnan regards absinthe as the most dangerous of all alcoholic drinks, producing in the drinker epileptic fits, hallucinations and delirium. In comparing these results with the statistics of the French army, it appears the number of persons attacked and those lost to the service through drink has vastly increased in late years. The use of absinthe among the troops in Algeria has led to the most deplorable consequences, and the cases of delirium tremens and insanity have multiplied considerably since the introduction of that liquor into the canteens. [164,357,314,466]
article-text: A fatal accident occurred at Whittaker's Bush, Waikato, on Saturday last. A bushman named John Robinson was engaged with two others in felling a kauri tree, when it suddenly fell in an opposite direction to that anticipated, crushing the deceased. Deaths like almost instantaneous. One of Robinson's mates, Isaac Currie, also had a narrow escape, as he and deceased ran in the same direction; but Currie, looking up, saw the tree falling on them, and ran the opposite way, thus escaping. [7,462,157,528]
classified-ad: WANTED, Bricksmen; constant employment. Apply Michael O'Niel, Anderson's Bay. [321,298,471,313]
photographers-heading: PHOTOGRAPHERS. [986,781,1063,791]
volunteer-text: Our volunteer reader may remember that some years ago the Scottish Company had a handsome Company Challenge Belt made, at a cost of £30. The belt was shot for three times a year, and was held by the winner only until the following competition. Now that the Company has been disbanded, the question arose as to what is to be done with this belt; and at the meeting of the members on Tuesday evening it was resolved that it should be presented to the last captain of the Company, Mr J. M. Jamieson, in recognition of the many valuable services rendered by him to the Company from the date of the first meeting in July 1863, until the disbanding of the Company. It was also resolved to have a ball during the present month, and to have the belt presented during the evening. [7,209,157,311]
article-text: Mr A. S. Reed, formerly accountant to the Government, has been appointed Solicitor-General for the Colony. [7,338,157,354]
sale-date: SATURDAY, 3rd APRIL, At 12 o'clock. [505,811,601,819]
classified-ad: WANTED, strong Boy to drive horse and spring cart. Apply E. W. Cochran, Caversham. [321,511,471,526]
column-3 [318,30,475,1448]
ad-title: HEYWOOD BROTHERS & CO.'S AMERICAN CHAIRS. [479,137,627,155]
byline: (From our own Correspondent.) [42,446,122,454]
terms: Without reserve. [532,900,574,908]
ad-subtitle: Just landed, ex Gloucester. [519,361,587,369]
classified-ad: MONEY.—Those requiring who are prepared to advance on mortgages of freehold land, sums from £50 to £250 and upwards to lend on town and suburban properties. [949,1007,1100,1029]
classified-ad: WANTED, a Smart Errand Boy. L. Martin, Criterion Buildings, Princes street. [321,476,471,492]
shipping-agent: HARBOUR STEAM COMPANY AGENT [660,617,760,624]
classified-ad: BOARD AND RESIDENCE in a private family. For address, apply Mr Garner, Medical Dispensary, Princes street. [949,874,1100,896]
article-text: The grounds were fairly attended, and the weather was fine, but your reporter's opinion is that this was a very poor lot of horses. [7,821,157,843]
ad-text: IT sews with the least possible amount of labour, and a girl of twelve years old can run it without fatigue. With this machine is furnished—Hemmer, braider, shuttle, bobbins, oil-can, oil, screwdriver, five needles, gauge, table-clamp, and instruction book. It will sew every description of household or manufacturing work. [792,589,942,633]
steamship-icon [635,581,725,611]
ad-text: THE Meeting of the above Temple is unavoidably Postponed until Friday, 9th April. [478,926,628,942]
terms: Terms at sale. [535,471,571,479]
gothenburg-heading: THE LOSS OF THE GOTHENBURG. [13,930,151,940]
classified-ad: TO LET, within easy distance of the Post Office, a Five-roomed Cottage, 2 bedrooms, bathroom, furnished. If wished the furniture can be had at valuation. Apply to M'Laughlin, Hopkins and Co. [321,728,471,758]
classified-ad: TO LET, Office and Store in Bond street, lately occupied by Thomas Birch. Apply to Finch and Birch, Rattray street. [949,757,1100,773]
signature: URQUHART MACPHERSON, Agent, High street. [960,1031,1089,1039]
classified-ad: WANTED, Tenders for a four-roomed Brick Cottage. Labour only. Also stone foundation, whole or separately. F. Sheedy, Hope street. [321,595,471,618]
article-text: Read in connection with the awful fate that has just come to hand of the loss of the Gothenburg on the Great Barrier Reef, these lines, appearing in a paper which has been brought to the surface from 'Hell in Fathoms deep,' while we have breathed of them, and are again stirred to a most wistful sadness, present a peculiarly melancholy interest. [164,148,314,192]
dateline: PARIS, December 26. [212,349,266,357]
article-text: Betting—Level against Dick and Violet; 2 to 1 Caleb; 6 to 1 Fanny Blair. Violet had gained 100 yards the first time round, and came in an easy winner, the rest being nowhere. [7,796,157,819]
dateline: WELLINGTON, March 31. [48,330,116,338]
ad-date: Bond street, April 1, 1875. [321,871,387,879]
ad-text: BRUCE, s.s., for TIMARU, AKAROA, and LYTTELTON, on Monday, 5th April. [635,666,785,681]
article-text: The eucalyptus has proved a great success in Algeria, especially in swampy districts. In the neighbourhood of the town of Bona is a marsh on which the tree has been planted largely, and the improvement in the health of the district is most striking. Fevers have diminished, and the land is now being brought into cultivation. [164,529,314,573]
ad-subtitle: At High street Yards. [683,515,737,523]
ad-text: Cargo for Invercargill and Inland Districts forwarded by rail from Bluff at Consignees' risk. [635,764,785,779]
classified-ad: WANTED, purchaser for splendid Fowling-piece in mahogany case. Price, £10. Enquire Furniture Shop, Stuart street. [321,529,471,551]
classified-ad: TO LET, a Five-roomed House, in Lang's Terrace, M'Laggan street. Apply North and Co., Bray street. [949,723,1100,738]
race-result: Violet, 300 yds ........ (Peters) 1 [7,768,84,776]
terms: Terms at sale. [535,726,571,734]
ad-date: Caversham, April 1, 1875. [321,930,387,938]
ad-text: MR BELLEMIN will commence his Evening Classes on Thursday, 1st of April, at his residence, Forry street, Port Chalmers. [321,183,471,206]
sewing-heading: SEWING MACHINES. [825,542,909,552]
ad-text: D. M. SPEDDING will sell by auction, at his Rooms, on Saturday, at 12 o'clock, the balance of the redeemed Pledges, as previously advertised, and left unsold at auction sale last month. Consisting of watches, chains, rings, brooches, earrings, plated ware, well jewellery of all kinds; men's, women's, and children's clothing and underclothing, books, carpenters' tools, instruments, and about 300 other miscellaneous lots. [478,839,628,898]
ad-text: MEETING of Star of Otago Lodge, I.O.O.F., on Thursday, April 1, at 8 p.m. Good muster requested. [949,629,1100,644]
classified-ad: BEDROOM TO LET, suitable for Gentlemen. Mrs Cameron, Walker street. [949,740,1100,755]
ad-title: SOUTHLAND STEAMERS [667,722,753,730]
stats-table-2: 1875. 1874. 1873. Births 563 390 365 Marriages 122 99 74 Deaths 191 102 127 [43,161,121,189]
ad-text: One shilling to be paid on application, and five shillings per share per month, £5 per share to be paid up; afterwards, the Directors to have power to call a further sum if required, but such further calls not to exceed one shilling per share, and at least three months' notice, and to be payable in amounts of five shillings per share per month; shareholders to have the right to make prepayments, and to receive a discount on all calls paid in advance. [795,98,939,164]
signature: C. SAMSON, Treasurer. [365,970,427,978]
signature: H. HOUGHTON & CO., Bond street. [663,781,757,789]
ad-title: CAUTION. [692,901,728,910]
ad-title: NOTICE TO ADVERTISERS. [664,45,756,53]
ad-text: WHITELAW & CO. have received instructions to sell by auction at their Rooms, Rattray street, on Tuesday, 2nd April, at 2 o'clock,— [635,372,785,394]
terms: Terms at sale. [535,300,571,308]
article-text: HANDICAP TROTTING RACE of 15 sovs—three miles. [12,757,157,765]
article-text: A machine, perhaps more ingenious than practical, has been invented for recording the votes of deputies. Before each deputy is placed two buttons, as in the system of electric bells, one communicating with a box containing blue balls, and the other one containing white balls, representing the yes and no; by pressing a button, a ball is either pushed into a tube; the totals of balls are of equal weight. It is only necessary to ascertain the votes recorded. [164,468,314,527]
amusements-heading: AMUSEMENTS. [994,34,1055,43]
ad-text: In the late Lord Lytton's great play, THE LADY OF LYONS. After which Mr JOHN MORAN, the Irish Comedian, will appear as the OLD APPLE WOMAN. [949,105,1100,128]
classified-ad: WANTED to RENT, comfortable Three-roomed House in Town; no children, with six months' tenancy. Address 'James F.,' Star Office. [635,107,785,130]
ad-text: Box Plan may be seen and Seats secured at Mr Wood's, Octagon. Dress Circle, 4s; Stalls, 2s; Pit, 1s. [949,182,1100,197]
ad-text: THE daily increase in the number of new Advertisements in the Evening Star renders it necessary that they should be handed in to the office as early as possible, in order to secure their publication in the country edition. Our friends will oblige by handing in their Advertisements not later than half-past three o'clock. [635,55,785,99]
funeral-heading: FUNERAL NOTICE. [363,798,429,807]
column-1 [4,30,161,1448]
ad-subtitle: Heywood's American Cane Chairs. [666,365,754,373]
ad-title: 5 CASES FANCY BIRD-CAGES. [502,243,604,252]
terms: Terms at sale. [535,112,571,120]
article-text: TAIERI DISTRICT PLATE, 20 sovs. One mile and a half. Weight for age. Open only to horses the property of residents within the Electoral District of the Taieri, and being their bona fide property for twelve months previous to the day of running. [7,687,157,723]
church-name: ALL SAINTS' CHURCH. [957,580,1092,591]
